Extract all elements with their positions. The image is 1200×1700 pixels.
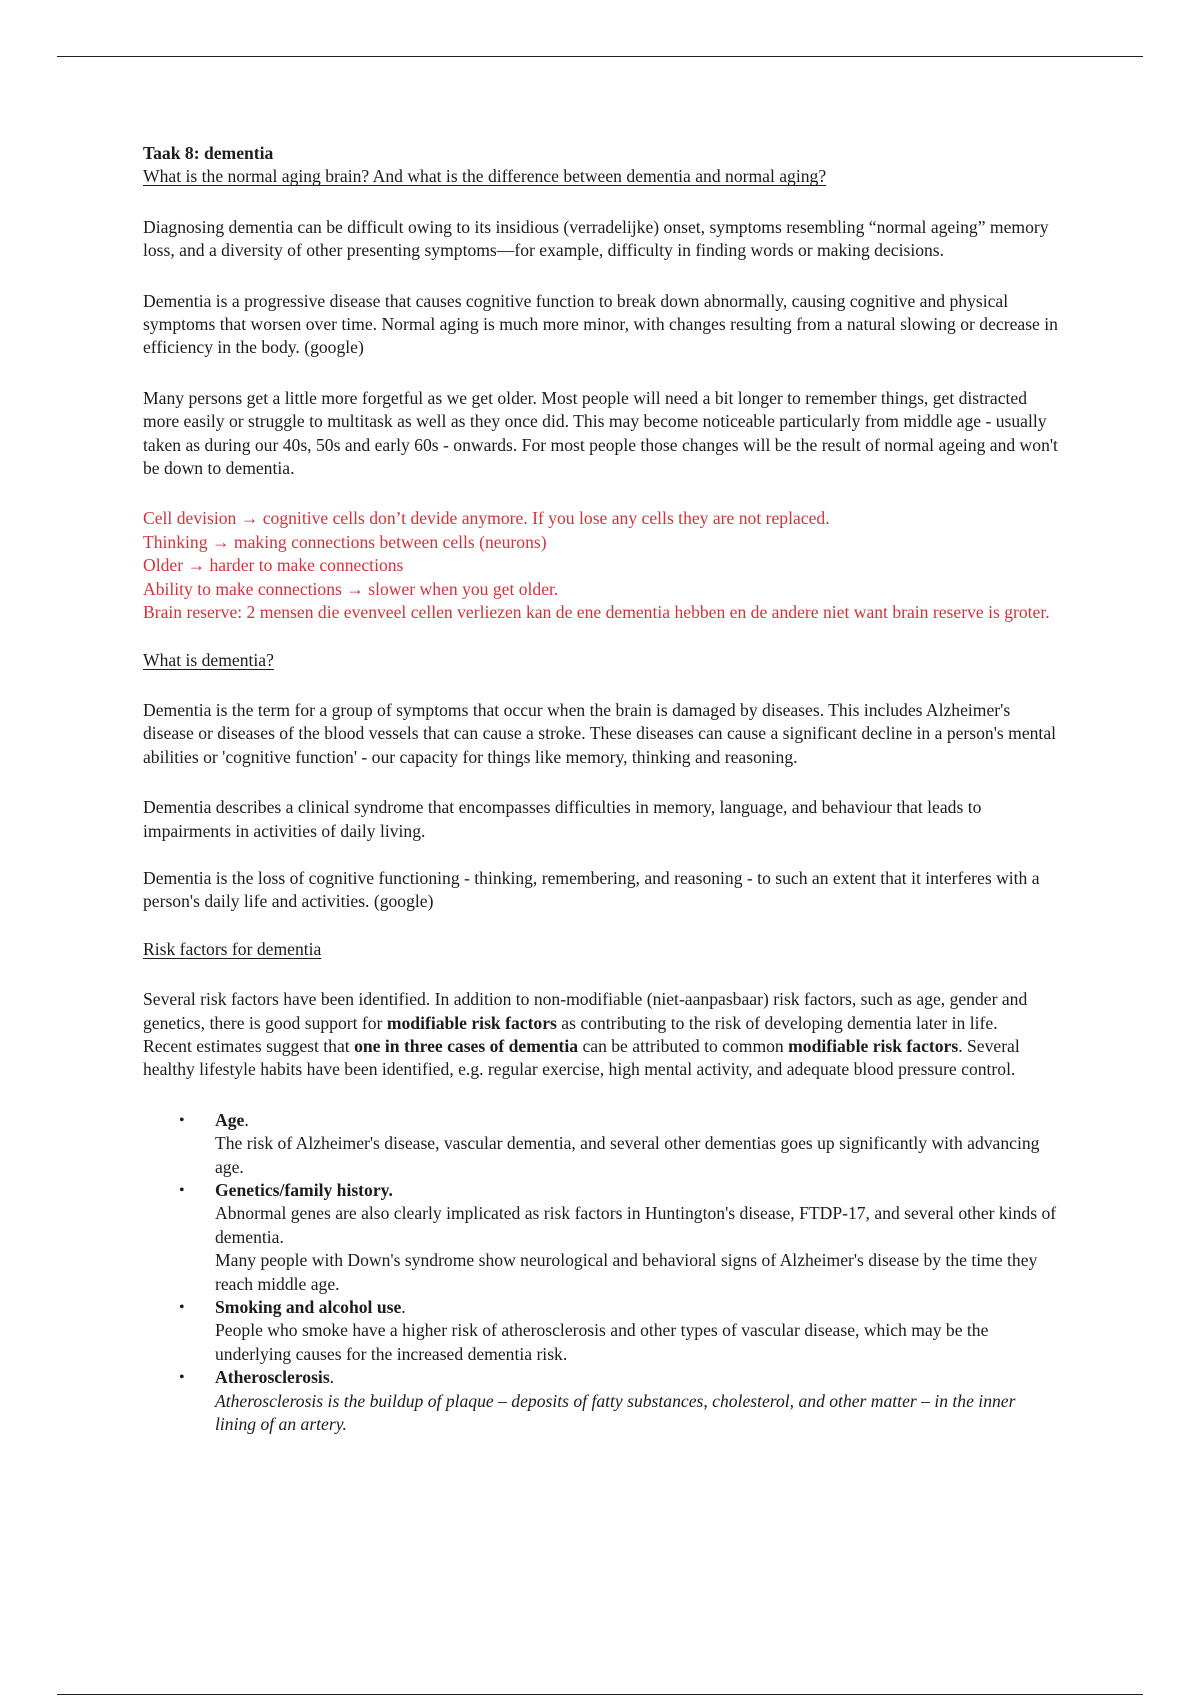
- risk-description: People who smoke have a higher risk of atherosclerosis and other types of vascular disease, which may be the underlying causes for the increased dementia risk.: [215, 1320, 989, 1364]
- note-brain-reserve: Brain reserve: 2 mensen die evenveel cellen verliezen kan de ene dementia hebben en de andere niet want brain reserve is groter.: [143, 602, 1050, 623]
- risk-name: Age: [215, 1109, 245, 1130]
- paragraph-diagnosing: Diagnosing dementia can be difficult owing to its insidious (verradelijke) onset, symptoms resembling “normal ageing” memory loss, and a diversity of other presenting symptoms—for example, difficulty in finding words or making decisions.: [143, 216, 1049, 261]
- note-cell-division: Cell devision → cognitive cells don’t devide anymore. If you lose any cells they are not replaced.: [143, 508, 830, 529]
- paragraph-risk-estimates: Recent estimates suggest that one in three cases of dementia can be attributed to common modifiable risk factors. Several healthy lifestyle habits have been identified, e.g. regular exercise, high mental activity, and adequate blood pressure control.: [143, 1035, 1020, 1080]
- risk-name: Genetics/family history.: [215, 1180, 393, 1200]
- heading-normal-aging: What is the normal aging brain? And what is the difference between dementia and normal aging?: [143, 166, 827, 187]
- bullet: •: [179, 1111, 185, 1129]
- risk-description: Many people with Down's syndrome show neurological and behavioral signs of Alzheimer's disease by the time they reach middle age.: [215, 1250, 1038, 1294]
- risk-description: The risk of Alzheimer's disease, vascular dementia, and several other dementias goes up significantly with advancing age.: [215, 1133, 1040, 1177]
- bullet: •: [179, 1369, 185, 1387]
- document-page: [143, 142, 1058, 1436]
- heading-what-is-dementia: What is dementia?: [143, 649, 274, 670]
- bullet: •: [179, 1299, 185, 1317]
- paragraph-loss-of-function: Dementia is the loss of cognitive functioning - thinking, remembering, and reasoning - to such an extent that it interferes with a person's daily life and activities. (google): [143, 867, 1040, 912]
- risk-name: Atherosclerosis: [215, 1367, 330, 1388]
- list-item: [179, 1179, 1058, 1296]
- list-item: • Atherosclerosis. Atherosclerosis is the buildup of plaque – deposits of fatty substances, cholesterol, and other matter – in the inner lining of an artery.: [215, 1366, 1058, 1436]
- list-item: • Age. The risk of Alzheimer's disease, vascular dementia, and several other dementias goes up significantly with advancing age.: [215, 1109, 1058, 1179]
- note-thinking: Thinking → making connections between cells (neurons): [143, 531, 547, 552]
- list-item: • Smoking and alcohol use. People who smoke have a higher risk of atherosclerosis and other types of vascular disease, which may be the underlying causes for the increased dementia risk.: [215, 1296, 1058, 1366]
- risk-description: Atherosclerosis is the buildup of plaque – deposits of fatty substances, cholesterol, and other matter – in the inner lining of an artery.: [215, 1390, 1016, 1435]
- page-title: Taak 8: dementia: [143, 143, 274, 163]
- note-older: Older → harder to make connections: [143, 555, 404, 576]
- bullet: •: [179, 1182, 185, 1199]
- paragraph-progressive: Dementia is a progressive disease that causes cognitive function to break down abnormally, causing cognitive and physical symptoms that worsen over time. Normal aging is much more minor, with changes resulting from a natural slowing or decrease in efficiency in the body. (google): [143, 290, 1058, 358]
- paragraph-forgetful: Many persons get a little more forgetful as we get older. Most people will need a bit longer to remember things, get distracted more easily or struggle to multitask as well as they once did. This may become noticeable particularly from middle age - usually taken as during our 40s, 50s and early 60s - onwards. For most people those changes will be the result of normal ageing and won't be down to dementia.: [143, 387, 1058, 479]
- top-rule: [57, 56, 1143, 57]
- risk-factor-list: [143, 1109, 1058, 1437]
- note-ability: Ability to make connections → slower when you get older.: [143, 578, 559, 599]
- bottom-rule: [57, 1694, 1143, 1695]
- heading-risk-factors: Risk factors for dementia: [143, 938, 322, 959]
- paragraph-risk-intro: Several risk factors have been identified. In addition to non-modifiable (niet-aanpasbaar) risk factors, such as age, gender and genetics, there is good support for modifiable risk factors as contributing to the risk of developing dementia later in life.: [143, 989, 1028, 1033]
- red-notes: [143, 507, 1058, 624]
- risk-name: Smoking and alcohol use: [215, 1297, 402, 1318]
- paragraph-definition: Dementia is the term for a group of symptoms that occur when the brain is damaged by diseases. This includes Alzheimer's disease or diseases of the blood vessels that can cause a stroke. These diseases can cause a significant decline in a person's mental abilities or 'cognitive function' - our capacity for things like memory, thinking and reasoning.: [143, 699, 1057, 767]
- paragraph-clinical-syndrome: Dementia describes a clinical syndrome that encompasses difficulties in memory, language, and behaviour that leads to impairments in activities of daily living.: [143, 797, 982, 841]
- risk-description: Abnormal genes are also clearly implicated as risk factors in Huntington's disease, FTDP-17, and several other kinds of dementia.: [215, 1203, 1057, 1247]
